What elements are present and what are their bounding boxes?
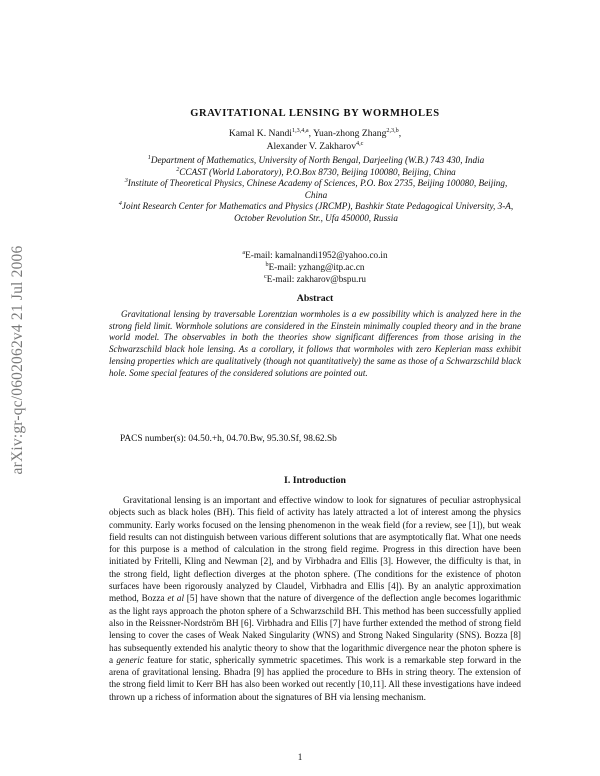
paper-title: GRAVITATIONAL LENSING BY WORMHOLES [190, 108, 440, 119]
affiliation-marker: 4 [118, 200, 122, 208]
intro-text-italic: generic [116, 654, 144, 665]
intro-text: [5] have shown that the nature of divergence of the deflection angle becomes logarithmic as the light rays approach the photon sphere of a Schwarzschild BH. This method has been successfully applied also in the Reissner-Nordström BH [6]. Virbhadra and Ellis [7] have further extended the method of strong field lensing to cover the cases of Weak Naked Singularity (WNS) and Strong Naked Singularity (SNS). Bozza [8] has subsequently extended his analytic theory to show that the logarithmic divergence near the photon sphere is a [109, 593, 521, 665]
pacs-numbers: PACS number(s): 04.50.+h, 04.70.Bw, 95.30.Sf, 98.62.Sb [120, 434, 337, 444]
author-name: Kamal K. Nandi [228, 128, 292, 139]
page-number: 1 [297, 752, 303, 762]
email-marker: b [265, 260, 269, 268]
affiliation-text: Institute of Theoretical Physics, Chinese Academy of Sciences, P.O. Box 2735, Beijing 100080, Beijing, China [127, 178, 508, 200]
affiliation-marker: 3 [124, 177, 128, 185]
affiliation-text: CCAST (World Laboratory), P.O.Box 8730, Beijing 100080, Beijing, China [179, 166, 456, 177]
email-text[interactable]: E-mail: kamalnandi1952@yahoo.co.in [245, 250, 388, 260]
author-list: Kamal K. Nandi$^{1,3,4,a}$, Yuan-zhong Zhang$^{2,3,b}$, Alexander V. Zakharov$^{4,c}$ [228, 126, 402, 152]
affiliation-marker: 1 [147, 153, 151, 161]
email-line [150, 250, 480, 262]
intro-text: feature for static, spherically symmetric spacetimes. This work is a remarkable step forward in the arena of gravitational lensing. Bhadra [9] has applied the procedure to BHs in string theory. The extension of the strong field limit to Kerr BH has also been worked out recently [10,11]. All these investigations have indeed thrown up a richess of information about the signatures of BH via lensing mechanism. [109, 654, 521, 702]
email-text[interactable]: E-mail: zakharov@bspu.ru [266, 273, 367, 284]
author-name: Yuan-zhong Zhang [313, 128, 387, 139]
affiliation-text: Department of Mathematics, University of North Bengal, Darjeeling (W.B.) 743 430, India [150, 155, 485, 165]
email-line [150, 274, 480, 286]
arxiv-id: arXiv:gr-qc/0602062v4 21 Jul 2006 [9, 245, 26, 475]
section-heading: I. Introduction [284, 475, 346, 486]
email-marker: c [263, 272, 267, 280]
affiliation [118, 178, 514, 201]
email-line [150, 262, 480, 274]
affiliation-list [118, 155, 514, 225]
abstract-heading: Abstract [296, 293, 334, 304]
author-affiliation-marker: 4,c [356, 139, 364, 147]
author-name: Alexander V. Zakharov [266, 140, 357, 152]
email-marker: a [242, 248, 246, 256]
email-list [150, 250, 480, 285]
affiliation-text: Joint Research Center for Mathematics and Physics (JRCMP), Bashkir State Pedagogical University, 3-A, October Revolution Str., Ufa 450000, Russia [121, 201, 514, 223]
affiliation [118, 167, 514, 179]
affiliation [118, 201, 514, 224]
intro-paragraph [109, 494, 521, 703]
intro-text-italic: et al [167, 593, 184, 604]
author-affiliation-marker: 1,3,4,a [291, 126, 309, 134]
abstract-text: Gravitational lensing by traversable Lorentzian wormholes is a ew possibility which is analyzed here in the strong field limit. Wormhole solutions are considered in the Einstein minimally coupled theory and in the brane world model. The observables in both the theories show significant differences from those arising in the Schwarzschild black hole lensing. As a corollary, it follows that wormholes with zero Keplerian mass exhibit lensing properties which are qualitatively (though not quantitatively) the same as those of a Schwarzschild black hole. Some special features of the considered solutions are pointed out. [109, 309, 521, 378]
intro-text: Gravitational lensing is an important and effective window to look for signatures of peculiar astrophysical objects such as black holes (BH). This field of activity has lately attracted a lot of interest among the physics community. Early works focused on the lensing phenomenon in the weak field (for a review, see [1]), but weak field results can not distinguish between various different solutions that are asymptotically flat. What one needs for this purpose is a method of calculation in the strong field regime. Progress in this direction have been initiated by Fritelli, Kling and Newman [2], and by Virbhadra and Ellis [3]. However, the difficulty is that, in the strong field, light deflection diverges at the photon sphere. (The conditions for the existence of photon surfaces have been rigorously analyzed by Claudel, Virbhadra and Ellis [4]). By an analytic approximation method, Bozza [109, 495, 521, 604]
arxiv-watermark [4, 195, 32, 525]
email-text[interactable]: E-mail: yzhang@itp.ac.cn [268, 261, 365, 272]
affiliation-marker: 2 [176, 165, 180, 173]
author-affiliation-marker: 2,3,b [386, 126, 399, 134]
